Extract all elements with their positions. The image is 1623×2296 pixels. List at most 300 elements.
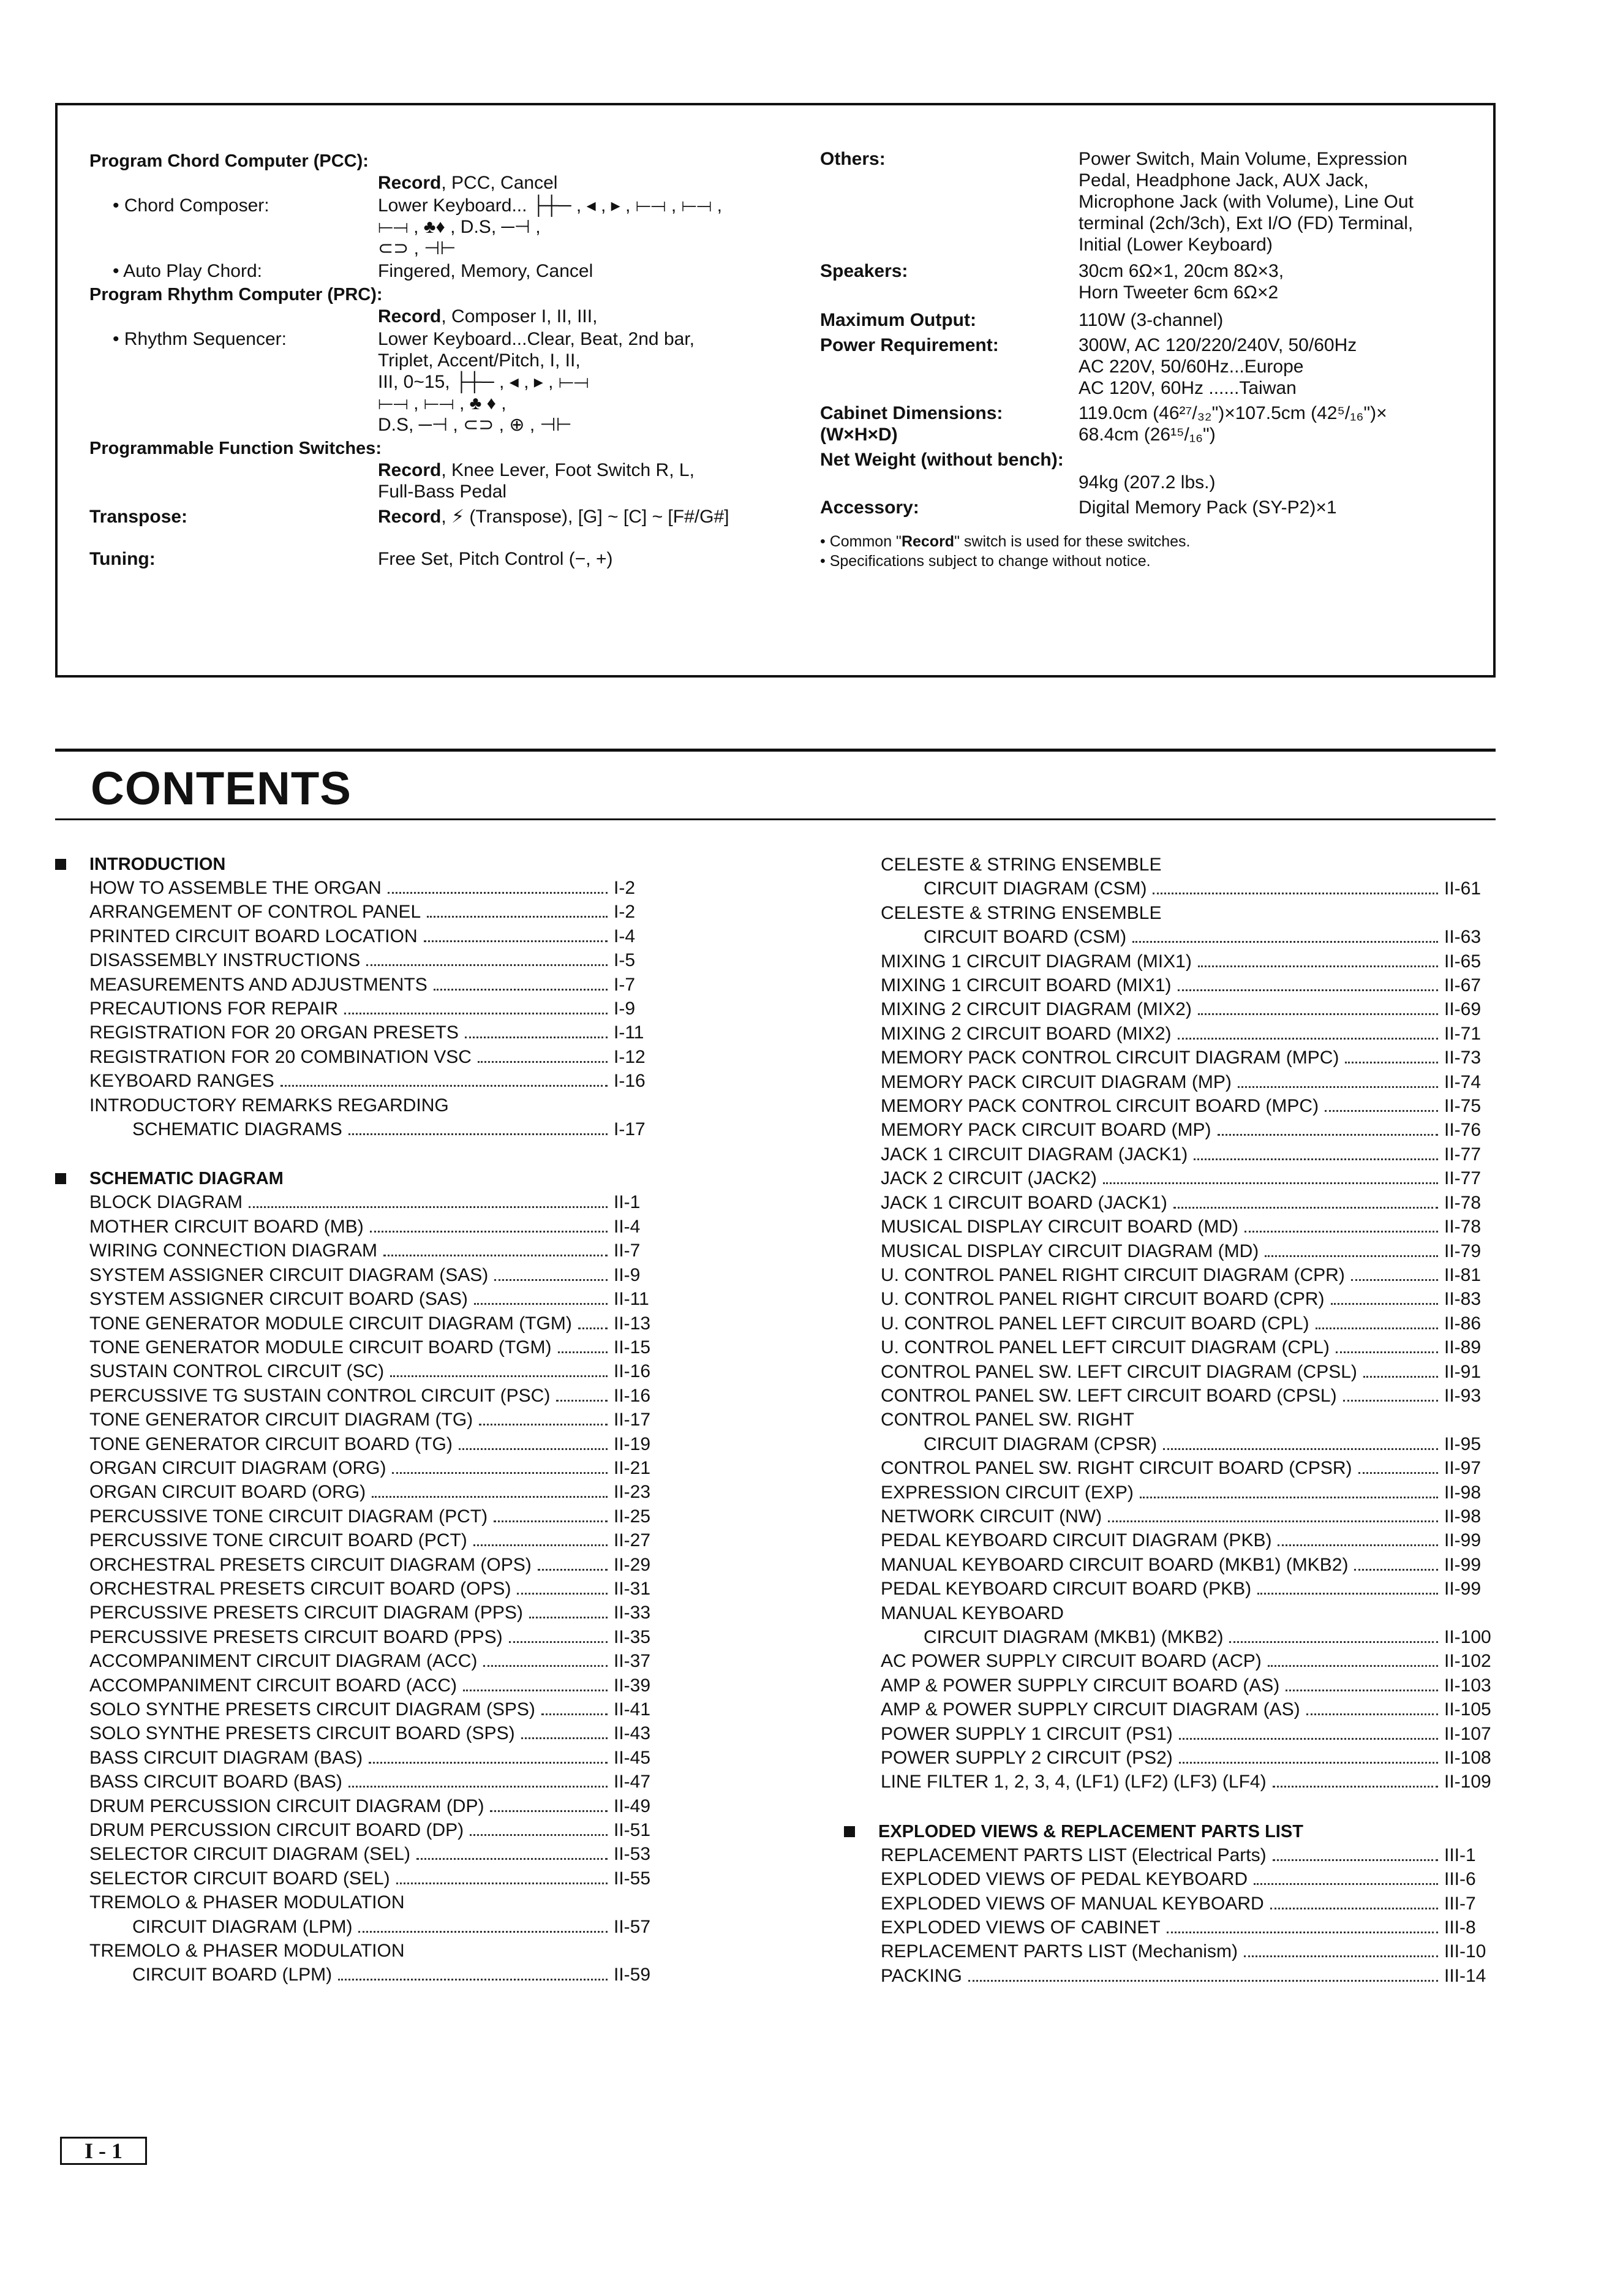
pcc-record-text: , PCC, Cancel bbox=[441, 173, 558, 193]
toc-entry[interactable] bbox=[844, 1649, 1498, 1673]
toc-entry[interactable] bbox=[55, 900, 668, 924]
toc-entry-page: II-17 bbox=[614, 1410, 651, 1430]
dot-leader bbox=[509, 1641, 608, 1643]
dot-leader bbox=[1198, 965, 1438, 967]
toc-entry[interactable] bbox=[844, 1892, 1498, 1916]
dot-leader bbox=[474, 1303, 608, 1305]
toc-entry[interactable] bbox=[55, 1432, 668, 1456]
dot-leader bbox=[1173, 1207, 1438, 1209]
power-row bbox=[820, 334, 1482, 399]
toc-entry[interactable] bbox=[55, 1649, 668, 1673]
page-number-label: I - 1 bbox=[60, 2137, 147, 2165]
toc-entry-page: II-47 bbox=[614, 1772, 651, 1792]
toc-entry-page: II-69 bbox=[1444, 999, 1482, 1020]
dot-leader bbox=[358, 1931, 608, 1933]
accessory-label: Accessory: bbox=[820, 497, 919, 518]
toc-entry[interactable] bbox=[55, 1528, 668, 1552]
toc-entry-page: III-6 bbox=[1444, 1869, 1476, 1890]
toc-entry[interactable] bbox=[844, 1118, 1498, 1142]
toc-entry[interactable] bbox=[844, 1601, 1498, 1625]
toc-entry-title: MANUAL KEYBOARD bbox=[881, 1603, 1064, 1623]
toc-entry-page: II-76 bbox=[1444, 1120, 1482, 1141]
toc-section-heading: INTRODUCTION bbox=[55, 853, 668, 876]
dot-leader bbox=[424, 940, 608, 942]
toc-entry[interactable] bbox=[844, 1239, 1498, 1263]
toc-entry[interactable] bbox=[55, 997, 668, 1021]
toc-entry-title: AC POWER SUPPLY CIRCUIT BOARD (ACP) bbox=[881, 1651, 1262, 1672]
dot-leader bbox=[1316, 1327, 1438, 1329]
toc-entry-title: POWER SUPPLY 1 CIRCUIT (PS1) bbox=[881, 1723, 1173, 1744]
toc-entry-title: CONTROL PANEL SW. RIGHT bbox=[881, 1410, 1134, 1430]
dot-leader bbox=[1108, 1520, 1438, 1522]
toc-entry-title: SOLO SYNTHE PRESETS CIRCUIT BOARD (SPS) bbox=[89, 1723, 515, 1744]
max-output-value: 110W (3-channel) bbox=[1079, 310, 1224, 330]
toc-entry-title: JACK 2 CIRCUIT (JACK2) bbox=[881, 1168, 1097, 1189]
chord-composer-label: • Chord Composer: bbox=[113, 195, 269, 216]
dot-leader bbox=[1179, 1738, 1438, 1740]
transpose-label: Transpose: bbox=[89, 507, 188, 527]
toc-entry-page: II-57 bbox=[614, 1916, 651, 1937]
toc-entry-title: KEYBOARD RANGES bbox=[89, 1071, 274, 1092]
toc-entry-title: NETWORK CIRCUIT (NW) bbox=[881, 1506, 1102, 1527]
toc-entry[interactable] bbox=[844, 1746, 1498, 1770]
toc-entry-page: II-71 bbox=[1444, 1023, 1482, 1044]
others-row bbox=[820, 148, 1482, 255]
toc-entry-title: JACK 1 CIRCUIT BOARD (JACK1) bbox=[881, 1192, 1167, 1213]
dot-leader bbox=[556, 1400, 608, 1402]
dot-leader bbox=[529, 1617, 608, 1618]
toc-entry[interactable] bbox=[844, 1722, 1498, 1746]
accessory-row bbox=[820, 497, 1482, 518]
toc-entry[interactable] bbox=[844, 1577, 1498, 1601]
dot-leader bbox=[1273, 1859, 1438, 1861]
toc-entry-title: MUSICAL DISPLAY CIRCUIT DIAGRAM (MD) bbox=[881, 1241, 1259, 1261]
dot-leader bbox=[344, 1013, 608, 1014]
toc-entry-title: MUSICAL DISPLAY CIRCUIT BOARD (MD) bbox=[881, 1217, 1238, 1237]
toc-entry-page: II-21 bbox=[614, 1457, 651, 1478]
toc-entry[interactable] bbox=[55, 1093, 668, 1117]
dot-leader bbox=[1358, 1472, 1438, 1474]
toc-entry-page: II-98 bbox=[1444, 1506, 1482, 1527]
toc-section bbox=[844, 853, 1498, 1794]
toc-entry-title: WIRING CONNECTION DIAGRAM bbox=[89, 1241, 377, 1261]
dot-leader bbox=[348, 1133, 608, 1135]
toc-entry-page: II-75 bbox=[1444, 1096, 1482, 1117]
dot-leader bbox=[434, 989, 608, 991]
chord-composer-value: Lower Keyboard... ├┼─ , ◂ , ▸ , ⟝⟞ , ⟝⟞ , ⟝⟞ , ♣♦ , D.S, ─⊣ , ⊂⊃ , ⊣⊢ bbox=[378, 195, 722, 259]
toc-section bbox=[844, 1820, 1498, 1988]
toc-entry-title: PEDAL KEYBOARD CIRCUIT BOARD (PKB) bbox=[881, 1579, 1252, 1599]
toc-entry[interactable] bbox=[844, 950, 1498, 973]
toc-entry[interactable] bbox=[55, 1890, 668, 1914]
toc-entry[interactable] bbox=[844, 1456, 1498, 1480]
toc-entry[interactable] bbox=[55, 1721, 668, 1745]
dot-leader bbox=[1167, 1932, 1438, 1933]
toc-entry[interactable] bbox=[55, 1915, 668, 1939]
dot-leader bbox=[249, 1206, 608, 1208]
toc-entry[interactable] bbox=[844, 1528, 1498, 1552]
toc-entry[interactable] bbox=[844, 1916, 1498, 1939]
toc-entry-title: HOW TO ASSEMBLE THE ORGAN bbox=[89, 878, 382, 898]
rhythm-sequencer-value: Lower Keyboard...Clear, Beat, 2nd bar, Triplet, Accent/Pitch, I, II, III, 0~15, ├┼─ , ◂ , ▸ , ⟝⟞ ⟝⟞ , ⟝⟞ , ♣ ♦ , D.S, ─⊣ , ⊂⊃ , ⊕ , ⊣⊢ bbox=[378, 329, 695, 435]
dot-leader bbox=[348, 1786, 608, 1788]
toc-entry-page: II-55 bbox=[614, 1868, 651, 1889]
toc-entry-page: II-4 bbox=[614, 1216, 641, 1237]
toc-entry-title: SYSTEM ASSIGNER CIRCUIT DIAGRAM (SAS) bbox=[89, 1264, 489, 1285]
toc-entry[interactable] bbox=[55, 1674, 668, 1697]
toc-entry[interactable] bbox=[55, 1384, 668, 1408]
dot-leader bbox=[1140, 1497, 1438, 1498]
toc-entry[interactable] bbox=[55, 1021, 668, 1044]
toc-entry-title: INTRODUCTORY REMARKS REGARDING bbox=[89, 1095, 449, 1116]
dot-leader bbox=[1265, 1255, 1438, 1257]
toc-entry[interactable] bbox=[844, 1697, 1498, 1721]
toc-entry-page: II-100 bbox=[1444, 1627, 1491, 1647]
toc-entry[interactable] bbox=[55, 1069, 668, 1093]
toc-entry-title: DISASSEMBLY INSTRUCTIONS bbox=[89, 950, 361, 971]
dot-leader bbox=[1103, 1182, 1438, 1184]
toc-entry[interactable] bbox=[55, 1456, 668, 1480]
pfs-row bbox=[89, 459, 806, 502]
dot-leader bbox=[416, 1858, 608, 1860]
toc-entry[interactable] bbox=[55, 1770, 668, 1794]
toc-entry[interactable] bbox=[844, 1191, 1498, 1215]
toc-entry[interactable] bbox=[844, 1335, 1498, 1359]
dot-leader bbox=[479, 1424, 608, 1426]
toc-entry-title: MIXING 2 CIRCUIT DIAGRAM (MIX2) bbox=[881, 999, 1192, 1020]
toc-entry-title: CIRCUIT DIAGRAM (CSM) bbox=[924, 878, 1147, 899]
toc-entry[interactable] bbox=[55, 1818, 668, 1842]
toc-entry[interactable] bbox=[844, 1625, 1498, 1649]
toc-entry-page: I-12 bbox=[614, 1046, 646, 1067]
toc-entry[interactable] bbox=[844, 1287, 1498, 1311]
toc-entry-title: REGISTRATION FOR 20 COMBINATION VSC bbox=[89, 1046, 472, 1067]
toc-entry[interactable] bbox=[55, 1312, 668, 1335]
toc-entry-title: POWER SUPPLY 2 CIRCUIT (PS2) bbox=[881, 1748, 1173, 1769]
tuning-value: Free Set, Pitch Control (−, +) bbox=[378, 549, 613, 569]
toc-entry[interactable] bbox=[844, 1553, 1498, 1577]
toc-entry-page: II-45 bbox=[614, 1747, 651, 1768]
toc-entry[interactable] bbox=[844, 901, 1498, 925]
toc-entry-page: II-99 bbox=[1444, 1530, 1482, 1551]
square-bullet-icon bbox=[55, 1173, 66, 1184]
toc-entry-page: II-59 bbox=[614, 1965, 651, 1985]
toc-entry[interactable] bbox=[844, 1142, 1498, 1166]
toc-entry-page: I-9 bbox=[614, 999, 636, 1019]
toc-entry-title: EXPLODED VIEWS OF MANUAL KEYBOARD bbox=[881, 1893, 1264, 1914]
toc-entry-title: CONTROL PANEL SW. LEFT CIRCUIT BOARD (CPSL) bbox=[881, 1385, 1337, 1406]
toc-entry[interactable] bbox=[844, 1312, 1498, 1335]
prc-heading: Program Rhythm Computer (PRC): bbox=[89, 285, 383, 304]
toc-entry-page: II-37 bbox=[614, 1651, 651, 1672]
toc-entry-page: II-19 bbox=[614, 1433, 651, 1454]
toc-entry[interactable] bbox=[844, 1408, 1498, 1432]
dot-leader bbox=[1363, 1376, 1438, 1378]
dot-leader bbox=[1254, 1883, 1438, 1885]
toc-entry-title: SELECTOR CIRCUIT DIAGRAM (SEL) bbox=[89, 1844, 410, 1865]
toc-entry[interactable] bbox=[844, 1481, 1498, 1505]
toc-entry[interactable] bbox=[55, 1601, 668, 1625]
toc-entry[interactable] bbox=[844, 1505, 1498, 1528]
toc-entry-page: II-73 bbox=[1444, 1048, 1482, 1068]
toc-entry[interactable] bbox=[55, 1842, 668, 1866]
toc-section bbox=[55, 1167, 668, 1987]
toc-entry-title: ORCHESTRAL PRESETS CIRCUIT DIAGRAM (OPS) bbox=[89, 1554, 532, 1575]
toc-entry[interactable] bbox=[844, 1263, 1498, 1287]
toc-entry[interactable] bbox=[55, 1045, 668, 1069]
toc-entry[interactable] bbox=[55, 1408, 668, 1432]
toc-entry-page: II-16 bbox=[614, 1385, 651, 1406]
toc-entry[interactable] bbox=[55, 1117, 668, 1141]
toc-entry[interactable] bbox=[55, 1625, 668, 1649]
toc-entry-title: MEASUREMENTS AND ADJUSTMENTS bbox=[89, 974, 427, 995]
toc-entry[interactable] bbox=[844, 1215, 1498, 1239]
toc-left-column bbox=[55, 853, 668, 2013]
toc-entry[interactable] bbox=[844, 1094, 1498, 1118]
toc-entry-title: PACKING bbox=[881, 1965, 962, 1986]
toc-entry-page: II-74 bbox=[1444, 1071, 1482, 1092]
toc-entry[interactable] bbox=[55, 1553, 668, 1577]
toc-entry[interactable] bbox=[844, 1070, 1498, 1094]
dot-leader bbox=[338, 1979, 608, 1981]
toc-entry[interactable] bbox=[844, 1360, 1498, 1384]
toc-entry[interactable] bbox=[844, 1843, 1498, 1867]
toc-entry-title: PEDAL KEYBOARD CIRCUIT DIAGRAM (PKB) bbox=[881, 1530, 1272, 1551]
toc-entry-title: PERCUSSIVE TONE CIRCUIT BOARD (PCT) bbox=[89, 1530, 467, 1551]
toc-entry[interactable] bbox=[844, 877, 1498, 901]
dot-leader bbox=[383, 1255, 608, 1256]
toc-entry[interactable] bbox=[844, 1939, 1498, 1963]
toc-entry[interactable] bbox=[844, 1166, 1498, 1190]
dot-leader bbox=[392, 1472, 608, 1474]
dot-leader bbox=[1273, 1786, 1438, 1788]
dot-leader bbox=[465, 1037, 608, 1038]
toc-entry[interactable] bbox=[55, 1505, 668, 1528]
toc-entry-title: CONTROL PANEL SW. LEFT CIRCUIT DIAGRAM (CPSL) bbox=[881, 1361, 1357, 1382]
toc-entry-title: MOTHER CIRCUIT BOARD (MB) bbox=[89, 1216, 364, 1237]
toc-entry[interactable] bbox=[55, 1239, 668, 1263]
toc-entry-title: LINE FILTER 1, 2, 3, 4, (LF1) (LF2) (LF3) (LF4) bbox=[881, 1772, 1267, 1792]
toc-entry-title: MEMORY PACK CONTROL CIRCUIT DIAGRAM (MPC) bbox=[881, 1048, 1339, 1068]
toc-entry[interactable] bbox=[844, 973, 1498, 997]
others-value: Power Switch, Main Volume, Expression Pedal, Headphone Jack, AUX Jack, Microphone Jack (with Volume), Line Out terminal (2ch/3ch), Ext I/O (FD) Terminal, Initial (Lower Keyboard) bbox=[1079, 149, 1414, 255]
toc-entry-page: II-25 bbox=[614, 1506, 651, 1527]
dot-leader bbox=[1153, 893, 1438, 894]
rhythm-sequencer-label: • Rhythm Sequencer: bbox=[113, 329, 287, 349]
toc-entry-title: MIXING 2 CIRCUIT BOARD (MIX2) bbox=[881, 1023, 1172, 1044]
auto-play-row bbox=[89, 260, 806, 282]
toc-section-heading: EXPLODED VIEWS & REPLACEMENT PARTS LIST bbox=[844, 1820, 1498, 1843]
toc-entry-page: II-9 bbox=[614, 1264, 641, 1285]
toc-entry[interactable] bbox=[55, 1577, 668, 1601]
toc-entry-page: II-78 bbox=[1444, 1192, 1482, 1213]
rhythm-sequencer-row bbox=[89, 328, 806, 436]
dot-leader bbox=[1245, 1231, 1438, 1233]
dot-leader bbox=[1268, 1665, 1438, 1667]
toc-entry-title: SCHEMATIC DIAGRAMS bbox=[132, 1119, 342, 1140]
auto-play-label: • Auto Play Chord: bbox=[113, 261, 262, 281]
toc-entry-page: III-1 bbox=[1444, 1845, 1476, 1865]
dot-leader bbox=[390, 1375, 608, 1377]
toc-entry[interactable] bbox=[55, 1215, 668, 1239]
toc-entry-title: TONE GENERATOR CIRCUIT DIAGRAM (TG) bbox=[89, 1410, 473, 1430]
toc-entry[interactable] bbox=[844, 925, 1498, 949]
toc-entry-page: II-23 bbox=[614, 1482, 651, 1503]
toc-entry-page: II-108 bbox=[1444, 1748, 1491, 1769]
toc-entry[interactable] bbox=[55, 1794, 668, 1818]
toc-entry[interactable] bbox=[844, 1022, 1498, 1046]
toc-entry[interactable] bbox=[844, 1770, 1498, 1794]
toc-entry-page: II-98 bbox=[1444, 1482, 1482, 1503]
toc-entry-title: ORGAN CIRCUIT BOARD (ORG) bbox=[89, 1482, 366, 1503]
toc-entry-page: II-33 bbox=[614, 1603, 651, 1623]
toc-entry[interactable] bbox=[844, 853, 1498, 877]
toc-entry-title: TONE GENERATOR CIRCUIT BOARD (TG) bbox=[89, 1433, 453, 1454]
toc-entry-page: I-16 bbox=[614, 1071, 646, 1092]
toc-entry-title: ORGAN CIRCUIT DIAGRAM (ORG) bbox=[89, 1457, 386, 1478]
dot-leader bbox=[1286, 1690, 1438, 1691]
toc-entry-page: II-61 bbox=[1444, 878, 1482, 899]
auto-play-value: Fingered, Memory, Cancel bbox=[378, 261, 593, 281]
square-bullet-icon bbox=[844, 1826, 855, 1837]
toc-entry[interactable] bbox=[55, 1335, 668, 1359]
toc-entry-title: ACCOMPANIMENT CIRCUIT DIAGRAM (ACC) bbox=[89, 1651, 478, 1672]
toc-entry-title: DRUM PERCUSSION CIRCUIT BOARD (DP) bbox=[89, 1820, 464, 1841]
toc-entry[interactable] bbox=[844, 1046, 1498, 1070]
toc-entry[interactable] bbox=[55, 1963, 668, 1987]
cabinet-label: Cabinet Dimensions: (W×H×D) bbox=[820, 403, 1003, 445]
toc-entry-page: II-99 bbox=[1444, 1554, 1482, 1575]
toc-entry-page: II-41 bbox=[614, 1699, 651, 1720]
dot-leader bbox=[578, 1327, 608, 1329]
dot-leader bbox=[1278, 1544, 1438, 1546]
toc-entry[interactable] bbox=[844, 1384, 1498, 1408]
pfs-value: , Knee Lever, Foot Switch R, L, Full-Bass Pedal bbox=[378, 460, 695, 502]
toc-entry-title: REGISTRATION FOR 20 ORGAN PRESETS bbox=[89, 1022, 459, 1043]
toc-entry-page: II-31 bbox=[614, 1578, 651, 1599]
toc-entry-page: III-10 bbox=[1444, 1941, 1486, 1962]
toc-entry-title: BASS CIRCUIT BOARD (BAS) bbox=[89, 1772, 342, 1792]
toc-entry[interactable] bbox=[55, 1480, 668, 1504]
toc-entry-title: CONTROL PANEL SW. RIGHT CIRCUIT BOARD (CPSR) bbox=[881, 1458, 1352, 1479]
toc-entry-title: SYSTEM ASSIGNER CIRCUIT BOARD (SAS) bbox=[89, 1289, 468, 1310]
toc-entry[interactable] bbox=[55, 1287, 668, 1311]
toc-entry[interactable] bbox=[55, 876, 668, 900]
toc-entry-title: CIRCUIT BOARD (CSM) bbox=[924, 927, 1127, 948]
toc-entry[interactable] bbox=[55, 1939, 668, 1963]
toc-entry-title: MANUAL KEYBOARD CIRCUIT BOARD (MKB1) (MKB2) bbox=[881, 1554, 1349, 1575]
accessory-value: Digital Memory Pack (SY-P2)×1 bbox=[1079, 497, 1337, 518]
toc-entry-page: II-103 bbox=[1444, 1675, 1491, 1696]
toc-entry-title: TREMOLO & PHASER MODULATION bbox=[89, 1892, 405, 1913]
speakers-row bbox=[820, 260, 1482, 303]
dot-leader bbox=[1325, 1110, 1438, 1112]
toc-entry[interactable] bbox=[844, 1432, 1498, 1456]
dot-leader bbox=[968, 1980, 1438, 1982]
toc-entry-title: CIRCUIT DIAGRAM (LPM) bbox=[132, 1916, 353, 1937]
toc-entry-page: III-8 bbox=[1444, 1917, 1476, 1938]
square-bullet-icon bbox=[55, 859, 66, 870]
toc-entry-page: II-1 bbox=[614, 1192, 641, 1213]
toc-entry-title: CIRCUIT BOARD (LPM) bbox=[132, 1965, 333, 1985]
cabinet-row bbox=[820, 402, 1482, 445]
toc-entry-title: PRINTED CIRCUIT BOARD LOCATION bbox=[89, 926, 418, 946]
toc-entry[interactable] bbox=[55, 1867, 668, 1890]
dot-leader bbox=[1306, 1713, 1438, 1715]
toc-entry-page: II-102 bbox=[1444, 1651, 1491, 1672]
tuning-row bbox=[89, 548, 806, 570]
toc-entry-page: I-4 bbox=[614, 926, 636, 946]
dot-leader bbox=[1238, 1086, 1438, 1088]
record-label: Record bbox=[378, 173, 442, 193]
dot-leader bbox=[483, 1665, 608, 1667]
toc-entry-title: ORCHESTRAL PRESETS CIRCUIT BOARD (OPS) bbox=[89, 1578, 511, 1599]
dot-leader bbox=[473, 1544, 608, 1546]
toc-entry-title: U. CONTROL PANEL LEFT CIRCUIT DIAGRAM (CPL) bbox=[881, 1337, 1330, 1358]
toc-entry-page: II-107 bbox=[1444, 1723, 1491, 1744]
toc-entry-page: II-93 bbox=[1444, 1385, 1482, 1406]
prc-record-text: , Composer I, II, III, bbox=[441, 306, 598, 327]
dot-leader bbox=[517, 1593, 608, 1595]
toc-entry-title: EXPLODED VIEWS OF CABINET bbox=[881, 1917, 1161, 1938]
toc-entry[interactable] bbox=[844, 1867, 1498, 1891]
toc-entry[interactable] bbox=[55, 1746, 668, 1770]
dot-leader bbox=[1331, 1303, 1438, 1305]
dot-leader bbox=[372, 1496, 608, 1498]
toc-entry[interactable] bbox=[844, 997, 1498, 1021]
speakers-value: 30cm 6Ω×1, 20cm 8Ω×3, Horn Tweeter 6cm 6Ω×2 bbox=[1079, 261, 1284, 303]
toc-entry-title: PRECAUTIONS FOR REPAIR bbox=[89, 999, 339, 1019]
toc-entry-page: II-99 bbox=[1444, 1579, 1482, 1599]
others-label: Others: bbox=[820, 149, 886, 169]
toc-entry[interactable] bbox=[55, 1697, 668, 1721]
toc-entry-page: I-7 bbox=[614, 974, 636, 995]
toc-entry-title: ARRANGEMENT OF CONTROL PANEL bbox=[89, 902, 421, 923]
dot-leader bbox=[1229, 1641, 1438, 1643]
toc-entry[interactable] bbox=[55, 1190, 668, 1214]
spec-note-change: • Specifications subject to change without notice. bbox=[820, 553, 1151, 570]
chord-composer-row bbox=[89, 195, 806, 259]
toc-entry[interactable] bbox=[55, 924, 668, 948]
toc-entry-page: II-39 bbox=[614, 1675, 651, 1696]
toc-entry[interactable] bbox=[55, 1359, 668, 1383]
toc-entry-title: CELESTE & STRING ENSEMBLE bbox=[881, 902, 1162, 923]
toc-entry-title: CELESTE & STRING ENSEMBLE bbox=[881, 855, 1162, 875]
dot-leader bbox=[396, 1882, 608, 1884]
toc-entry-page: I-2 bbox=[614, 878, 636, 898]
dot-leader bbox=[1336, 1351, 1438, 1353]
dot-leader bbox=[1179, 1762, 1438, 1764]
toc-entry[interactable] bbox=[55, 948, 668, 972]
toc-entry-title: TREMOLO & PHASER MODULATION bbox=[89, 1941, 405, 1962]
dot-leader bbox=[1198, 1013, 1438, 1015]
toc-entry-page: II-15 bbox=[614, 1337, 651, 1358]
toc-entry-page: II-95 bbox=[1444, 1433, 1482, 1454]
toc-entry-page: II-53 bbox=[614, 1844, 651, 1865]
toc-entry-title: ACCOMPANIMENT CIRCUIT BOARD (ACC) bbox=[89, 1675, 458, 1696]
dot-leader bbox=[463, 1690, 608, 1691]
contents-rule-bottom bbox=[55, 818, 1496, 820]
toc-entry[interactable] bbox=[844, 1674, 1498, 1697]
toc-entry[interactable] bbox=[55, 1263, 668, 1287]
toc-entry-page: III-14 bbox=[1444, 1965, 1486, 1986]
toc-entry-page: II-11 bbox=[614, 1289, 649, 1310]
toc-entry[interactable] bbox=[55, 973, 668, 997]
spec-left-column bbox=[89, 148, 806, 571]
toc-entry[interactable] bbox=[844, 1964, 1498, 1988]
toc-entry-page: II-67 bbox=[1444, 975, 1482, 996]
toc-entry-page: II-105 bbox=[1444, 1699, 1491, 1720]
